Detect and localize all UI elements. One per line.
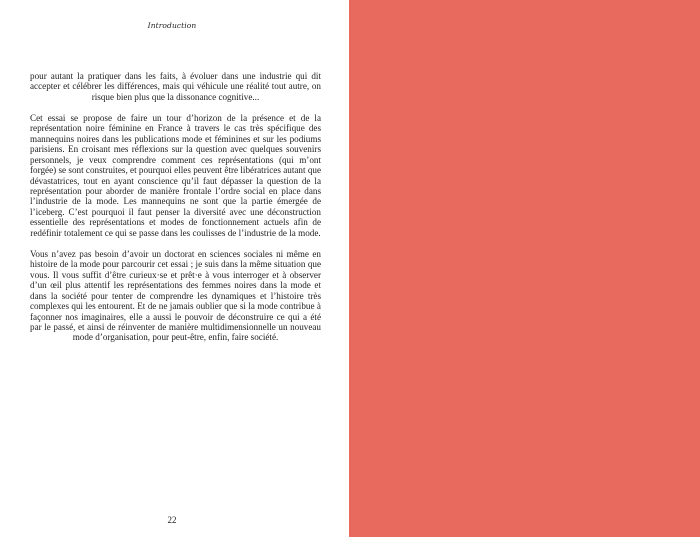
- paragraph-1: pour autant la pratiquer dans les faits, à évoluer dans une industrie qui dit accepter et célébrer les différences, mais qui véhicule une réalité tout autre, on risque bien plus que la dissonance cognitive...: [30, 71, 321, 102]
- left-page: [0, 0, 349, 537]
- body-text: [30, 71, 321, 353]
- running-head: Introduction: [147, 21, 197, 30]
- page-number: 22: [167, 515, 177, 525]
- paragraph-2: Cet essai se propose de faire un tour d’horizon de la présence et de la représentation noire féminine en France à travers le cas très spécifique des mannequins noires dans les publications mode et féminines et sur les podiums parisiens. En croisant mes réflexions sur la question avec quelques souvenirs personnels, je veux comprendre comment ces représentations (qui m’ont forgée) se sont construites, et pourquoi elles peuvent être libératrices autant que dévastatrices, tout en ayant conscience qu’il faut dépasser la question de la représentation pour aborder de manière frontale l’ordre social en place dans l’industrie de la mode. Les mannequins ne sont que la partie émergée de l’iceberg. C’est pourquoi il faut penser la diversité avec une déconstruction essentielle des représentations et modes de fonctionnement actuels afin de redéfinir totalement ce qui se passe dans les coulisses de l’industrie de la mode.: [30, 112, 321, 238]
- paragraph-3: Vous n’avez pas besoin d’avoir un doctorat en sciences sociales ni même en histoire de la mode pour parcourir cet essai ; je suis dans la même situation que vous. Il vous suffit d’être curieux·se et prêt·e à vous interroger et à observer d’un œil plus attentif les représentations des femmes noires dans la mode et dans la société pour tenter de comprendre les dynamiques et l’histoire très complexes qui les entourent. Et de ne jamais oublier que si la mode contribue à façonner nos imaginaires, elle a aussi le pouvoir de déconstruire ce qui a été par le passé, et ainsi de réinventer de manière multidimensionnelle un nouveau mode d’organisation, pour peut-être, enfin, faire société.: [30, 248, 321, 343]
- right-page-color-block: [349, 0, 700, 537]
